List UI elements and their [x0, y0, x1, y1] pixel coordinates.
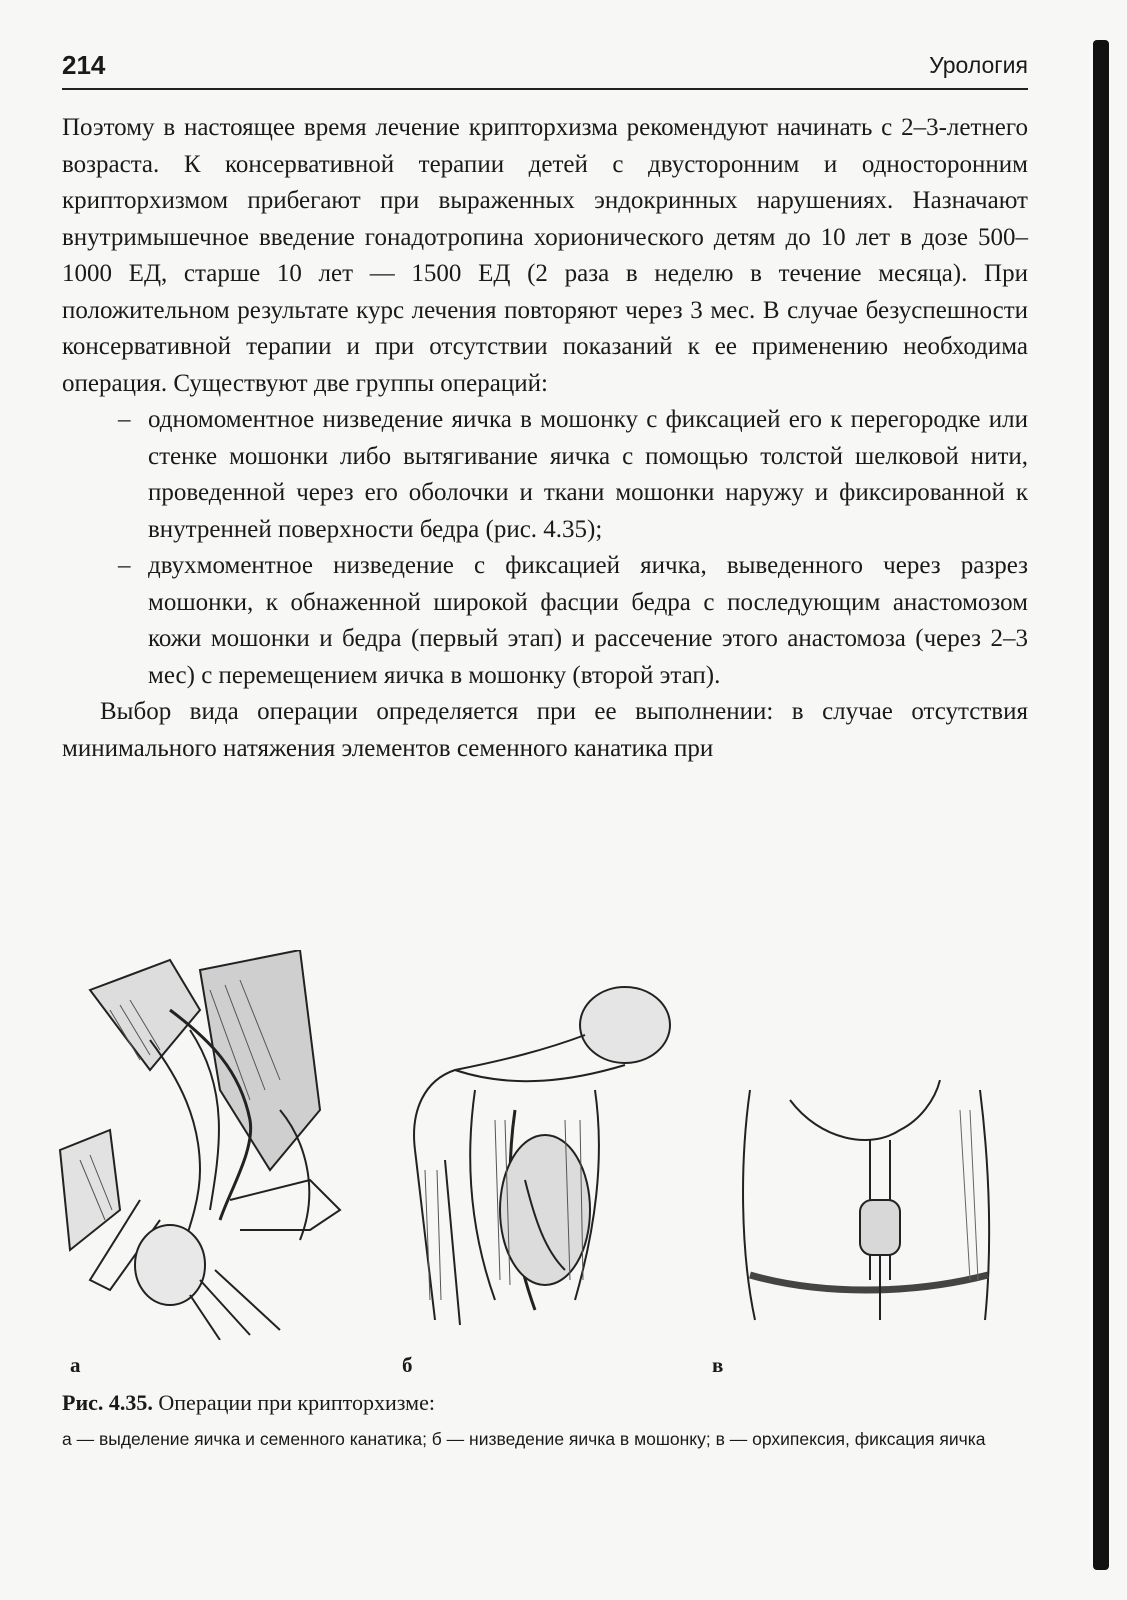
illustration-c: [730, 1080, 1010, 1330]
panel-label-b: б: [402, 1353, 413, 1377]
page-header: [62, 48, 1028, 90]
running-title: Урология: [929, 52, 1028, 78]
list-dash: –: [118, 552, 131, 579]
paragraph-1: Поэтому в настоящее время лечение крипторхизма рекомендуют начинать с 2–3-летнего возраста. К консервативной терапии детей с двусторонним и односторонним крипторхизмом прибегают при выраженных эндокринных нарушениях. Назначают внутримышечное введение гонадотропина хорионического детям до 10 лет в дозе 500–1000 ЕД, старше 10 лет — 1500 ЕД (2 раза в неделю в течение месяца). При положительном результате курс лечения повторяют через 3 мес. В случае безуспешности консервативной терапии и при отсутствии показаний к ее применению необходима операция. Существуют две группы операций:: [62, 114, 1028, 397]
caption-legend: а — выделение яичка и семенного канатика; б — низведение яичка в мошонку; в — орхипексия, фиксация яичка: [62, 1429, 986, 1449]
caption-title: Рис. 4.35.: [62, 1390, 153, 1415]
caption-text: Операции при крипторхизме:: [158, 1390, 435, 1415]
illustration-a: [50, 950, 350, 1340]
paragraph-2: Выбор вида операции определяется при ее выполнении: в случае отсутствия минимального натяжения элементов семенного канатика при: [62, 698, 1028, 762]
operations-list: [62, 402, 1028, 694]
page-edge-shadow: [1093, 40, 1109, 1570]
page-number: 214: [62, 50, 106, 80]
list-item-text: одномоментное низведение яичка в мошонку с фиксацией его к перегородке или стенке мошонки либо вытягивание яичка с помощью толстой шелковой нити, проведенной через его оболочки и ткани мошонки наружу и фиксированной к внутренней поверхности бедра (рис. 4.35);: [148, 406, 1028, 543]
figure-caption: [62, 1390, 1028, 1416]
illustration-b: [395, 980, 695, 1340]
figure-4-35: [40, 950, 1030, 1370]
panel-label-c: в: [712, 1353, 724, 1377]
body-text: [62, 110, 1028, 767]
list-item: [118, 548, 1028, 694]
panel-label-a: а: [70, 1353, 81, 1377]
list-dash: –: [118, 406, 131, 433]
list-item-text: двухмоментное низведение с фиксацией яичка, выведенного через разрез мошонки, к обнаженной широкой фасции бедра с последующим анастомозом кожи мошонки и бедра (первый этап) и рассечение этого анастомоза (через 2–3 мес) с перемещением яичка в мошонку (второй этап).: [148, 552, 1028, 689]
list-item: [118, 402, 1028, 548]
